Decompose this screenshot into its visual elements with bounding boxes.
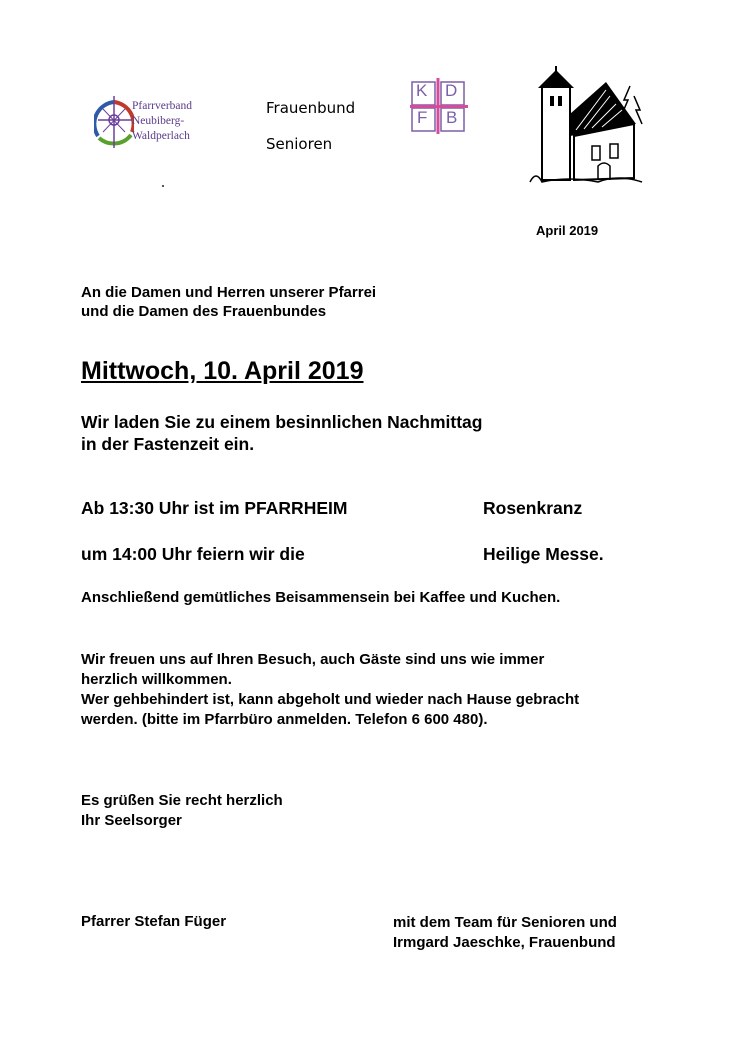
kdfb-letter-f: F <box>417 108 428 127</box>
signature-right-line-1: mit dem Team für Senioren und <box>393 914 617 931</box>
church-drawing-icon <box>528 66 644 186</box>
invitation-line-2: in der Fastenzeit ein. <box>81 434 255 454</box>
kdfb-logo <box>410 78 468 134</box>
welcome-line-3: Wer gehbehindert ist, kann abgeholt und wieder nach Hause gebracht <box>81 691 580 708</box>
signature-right-line-2: Irmgard Jaeschke, Frauenbund <box>393 934 616 951</box>
welcome-line-1: Wir freuen uns auf Ihren Besuch, auch Gäste sind uns wie immer <box>81 651 545 668</box>
pfarrverband-line-2: Neubiberg- <box>132 115 185 127</box>
address-line-2: und die Damen des Frauenbundes <box>81 303 327 320</box>
invitation-block <box>81 411 482 455</box>
welcome-block <box>81 650 579 730</box>
signature-right <box>393 913 617 953</box>
signature-left: Pfarrer Stefan Füger <box>81 913 227 930</box>
greeting-line-1: Es grüßen Sie recht herzlich <box>81 792 283 809</box>
date-line: April 2019 <box>536 223 599 238</box>
kdfb-letter-b: B <box>446 108 458 127</box>
pfarrverband-name <box>132 99 192 144</box>
frauenbund-label: Frauenbund <box>266 99 356 117</box>
pfarrverband-line-3: Waldperlach <box>132 130 190 142</box>
schedule-row-2-event: Heilige Messe. <box>483 544 604 564</box>
stray-dot <box>162 185 164 187</box>
welcome-line-2: herzlich willkommen. <box>81 671 232 688</box>
senioren-label: Senioren <box>266 135 333 153</box>
schedule-row-1-text: Ab 13:30 Uhr ist im PFARRHEIM <box>81 498 348 518</box>
schedule-row-2-text: um 14:00 Uhr feiern wir die <box>81 544 305 564</box>
address-block <box>81 283 376 321</box>
schedule-row-1-event: Rosenkranz <box>483 498 583 518</box>
event-title: Mittwoch, 10. April 2019 <box>81 357 364 385</box>
pfarrverband-emblem-icon <box>94 92 134 154</box>
greeting-line-2: Ihr Seelsorger <box>81 812 182 829</box>
invitation-line-1: Wir laden Sie zu einem besinnlichen Nachmittag <box>81 412 483 432</box>
greeting-block <box>81 791 283 831</box>
after-service-text: Anschließend gemütliches Beisammensein bei Kaffee und Kuchen. <box>81 589 561 606</box>
kdfb-letter-k: K <box>416 81 428 100</box>
address-line-1: An die Damen und Herren unserer Pfarrei <box>81 284 377 301</box>
kdfb-letter-d: D <box>445 81 458 100</box>
welcome-line-4: werden. (bitte im Pfarrbüro anmelden. Telefon 6 600 480). <box>81 711 488 728</box>
pfarrverband-line-1: Pfarrverband <box>132 100 193 112</box>
frauenbund-senioren-heading <box>266 90 355 162</box>
